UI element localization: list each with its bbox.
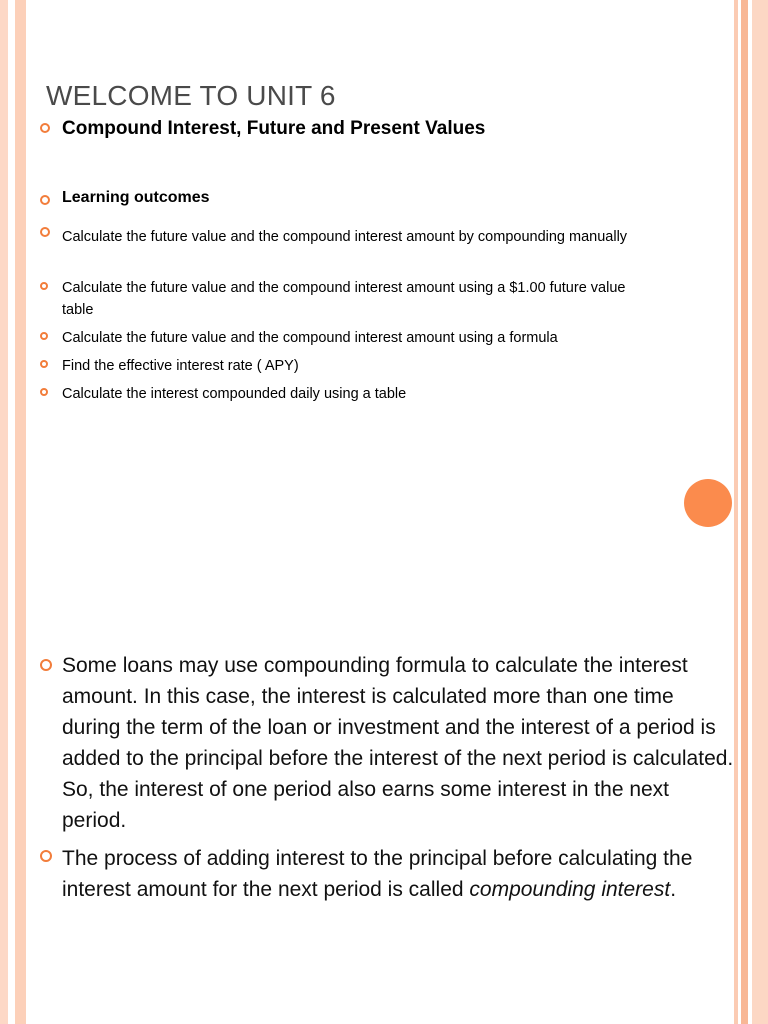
bullet-icon [40,332,48,340]
bullet-icon [40,195,50,205]
bullet-icon [40,388,48,396]
emphasis-term: compounding interest [469,878,671,901]
outcome-item-1: Calculate the future value and the compound interest amount by compounding manually [62,229,628,245]
right-border-stripe-a [734,0,738,1024]
bullet-icon [40,123,50,133]
bullet-icon [40,227,50,237]
slide-title: WELCOME TO UNIT 6 [46,80,336,111]
orange-circle-decoration [684,479,732,527]
outcome-item-5: Calculate the interest compounded daily using a table [62,386,407,402]
right-decorative-border [734,0,768,1024]
right-border-stripe-b [741,0,748,1024]
definition-text: The process of adding interest to the principal before calculating the interest amount for the next period is called [62,847,693,901]
paragraph-compounding-definition [62,843,734,905]
outcome-item-4: Find the effective interest rate ( APY) [62,358,299,374]
right-border-stripe-c [752,0,768,1024]
outcome-item-3: Calculate the future value and the compound interest amount using a formula [62,330,558,346]
closing-punctuation: . [670,878,677,901]
slide-subtitle: Compound Interest, Future and Present Values [62,118,486,139]
paragraph-compounding-explanation: Some loans may use compounding formula to calculate the interest amount. In this case, the interest is calculated more than one time during the term of the loan or investment and the interest of a period is added to the principal before the interest of the next period is calculated. So, the interest of one period also earns some interest in the next period. [62,654,734,832]
outcome-item-2: Calculate the future value and the compound interest amount using a $1.00 future value table [62,280,626,318]
bullet-icon [40,850,52,862]
learning-outcomes-heading: Learning outcomes [62,189,210,206]
bullet-icon [40,360,48,368]
left-border-outer-stripe [0,0,8,1024]
bullet-icon [40,659,52,671]
left-decorative-border [0,0,26,1024]
bullet-icon [40,282,48,290]
left-border-inner-stripe [15,0,26,1024]
